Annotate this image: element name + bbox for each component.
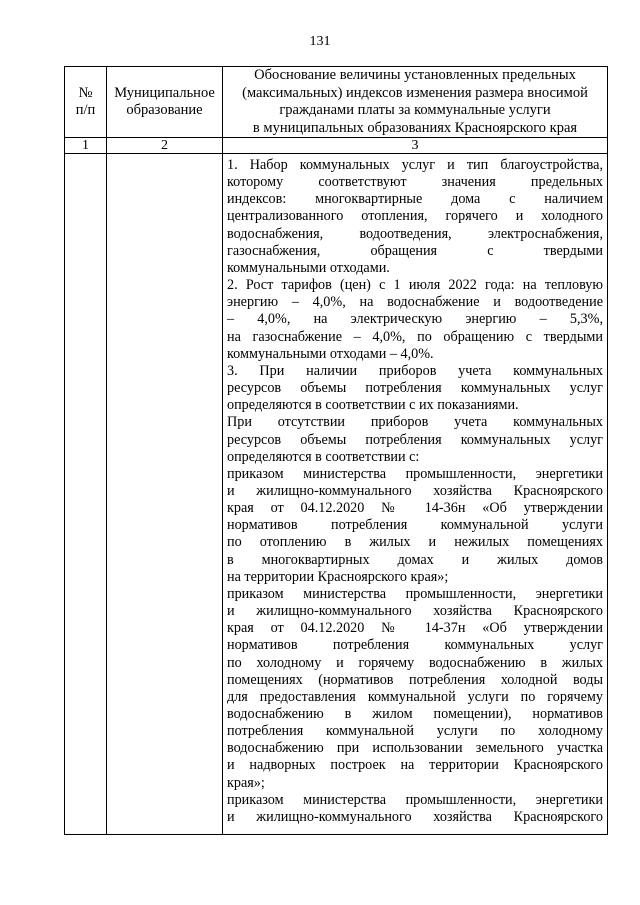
page-number: 131 (309, 34, 331, 49)
table-header-row (65, 67, 608, 138)
text-line: и жилищно-коммунального хозяйства Красноярского (227, 603, 603, 620)
empty-municipality-cell (107, 154, 223, 835)
text-line: и жилищно-коммунального хозяйства Красноярского (227, 808, 603, 825)
header-justification-line: в муниципальных образованиях Красноярского края (252, 119, 578, 136)
header-number-line: № (78, 84, 93, 101)
text-line: индексов: многоквартирные дома с наличием (227, 191, 603, 208)
table-numbering-row (65, 138, 608, 154)
column-number: 2 (107, 138, 223, 154)
text-line: и надворных построек на территории Красноярского (227, 757, 603, 774)
header-number-line: п/п (75, 102, 96, 118)
text-line: на газоснабжение – 4,0%, по обращению с твердыми (227, 328, 603, 345)
text-line: 2. Рост тарифов (цен) с 1 июля 2022 года: на тепловую (227, 277, 603, 294)
text-line: водоснабжению при использовании земельного участка (227, 740, 603, 757)
header-municipality-line: Муниципальное (114, 84, 215, 101)
text-line: которому соответствуют значения предельных (227, 174, 603, 191)
text-line: ресурсов объемы потребления коммунальных услуг (227, 431, 603, 448)
header-justification-line: (максимальных) индексов изменения размера вносимой (242, 84, 588, 101)
text-line: При отсутствии приборов учета коммунальных (227, 414, 603, 431)
text-line: потребления коммунальной услуги по холодному (227, 723, 603, 740)
justification-text-cell (223, 154, 608, 835)
text-line: нормативов потребления коммунальных услуг (227, 637, 603, 654)
text-line: на территории Красноярского края»; (227, 568, 449, 585)
text-line: приказом министерства промышленности, энергетики (227, 791, 603, 808)
header-justification-line: Обоснование величины установленных предельных (254, 67, 576, 83)
text-line: края»; (227, 774, 265, 791)
text-line: ресурсов объемы потребления коммунальных услуг (227, 380, 603, 397)
text-line: определяются в соответствии с: (227, 448, 420, 465)
text-line: в многоквартирных домах и жилых домов (227, 551, 603, 568)
header-justification-line: гражданами платы за коммунальные услуги (279, 102, 551, 118)
text-line: газоснабжения, обращения с твердыми (227, 242, 603, 259)
column-number: 3 (223, 138, 608, 154)
header-municipality-line: образование (126, 102, 203, 118)
text-line: коммунальными отходами. (227, 259, 390, 276)
justification-text (223, 154, 607, 826)
text-line: нормативов потребления коммунальной услуги (227, 517, 603, 534)
text-line: и жилищно-коммунального хозяйства Красноярского (227, 482, 603, 499)
text-line: коммунальными отходами – 4,0%. (227, 345, 434, 362)
text-line: 3. При наличии приборов учета коммунальных (227, 362, 603, 379)
header-number-column (65, 67, 107, 138)
header-municipality-column (107, 67, 223, 138)
empty-number-cell (65, 154, 107, 835)
text-line: водоснабжения, водоотведения, электроснабжения, (227, 225, 603, 242)
text-line: приказом министерства промышленности, энергетики (227, 585, 603, 602)
column-number: 1 (65, 138, 107, 154)
text-line: – 4,0%, на электрическую энергию – 5,3%, (227, 311, 603, 328)
header-justification-column (223, 67, 608, 138)
table-body-row (65, 154, 608, 835)
text-line: энергию – 4,0%, на водоснабжение и водоотведение (227, 294, 603, 311)
text-line: определяются в соответствии с их показаниями. (227, 397, 519, 414)
text-line: водоснабжению в жилом помещении), нормативов (227, 706, 603, 722)
text-line: приказом министерства промышленности, энергетики (227, 465, 603, 482)
text-line: 1. Набор коммунальных услуг и тип благоустройства, (227, 157, 603, 173)
text-line: централизованного отопления, горячего и холодного (227, 208, 603, 225)
tariff-index-table (64, 66, 608, 835)
text-line: края от 04.12.2020 № 14-37н «Об утверждении (227, 620, 603, 637)
text-line: края от 04.12.2020 № 14-36н «Об утверждении (227, 500, 603, 517)
text-line: по отоплению в жилых и нежилых помещениях (227, 534, 603, 551)
text-line: помещениях (нормативов потребления холодной воды (227, 671, 603, 688)
text-line: для предоставления коммунальной услуги по горячему (227, 688, 603, 705)
text-line: по холодному и горячему водоснабжению в жилых (227, 654, 603, 671)
